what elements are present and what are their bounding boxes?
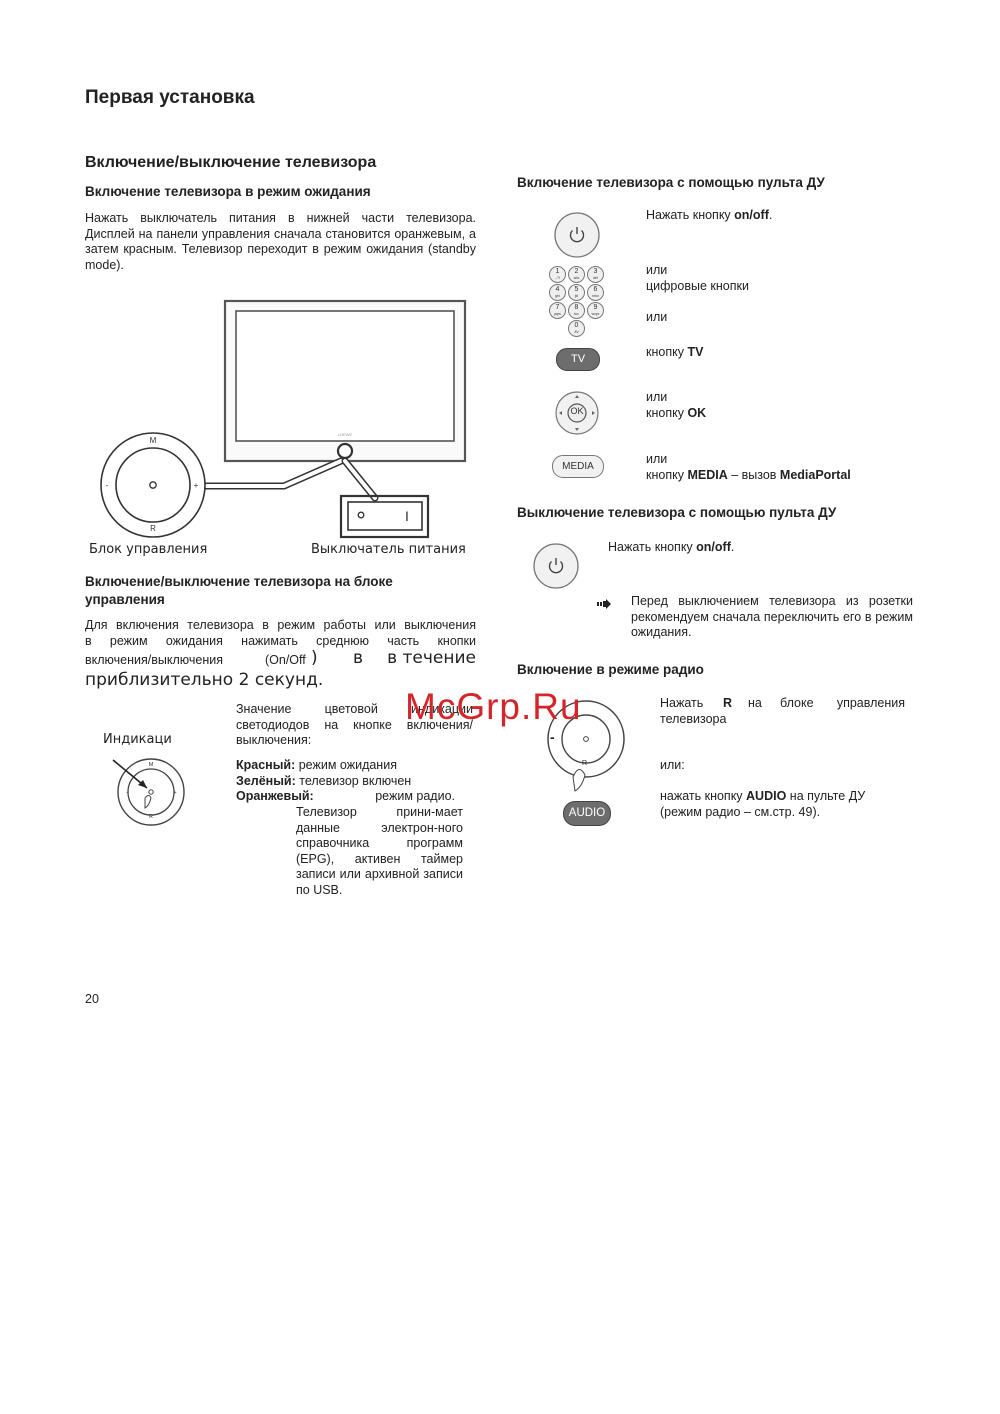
audio-bold: AUDIO	[746, 789, 787, 803]
indicator-green	[236, 774, 411, 790]
watermark: McGrp.Ru	[405, 686, 582, 727]
svg-text:-: -	[126, 790, 128, 796]
power-switch-label: Выключатель питания	[311, 542, 466, 557]
page-title: Первая установка	[85, 87, 255, 108]
numpad-key-2: 2 abc	[568, 266, 585, 283]
remote-on-heading: Включение телевизора с помощью пульта ДУ	[517, 175, 825, 190]
numpad-key-0: 0 AV	[568, 320, 585, 337]
or-3: или	[646, 390, 668, 404]
radio-press: Нажать	[660, 696, 704, 710]
indicator-intro: Значение цветовой индикации светодиодов на кнопке включения/выключения:	[236, 702, 473, 747]
control-block-text-3c: )	[311, 648, 318, 668]
item4-prefix: кнопку	[646, 406, 688, 420]
ring-label-right: +	[193, 481, 199, 490]
numpad-key-7: 7 pqrs	[549, 302, 566, 319]
radio-or: или:	[660, 758, 685, 772]
radio-audio-text	[660, 789, 910, 820]
control-block-text-3d-1: в	[353, 648, 364, 668]
control-block-text-4: приблизительно 2 секунд.	[85, 670, 324, 690]
radio-rest-upr: управления	[836, 696, 905, 710]
svg-text:R: R	[149, 814, 153, 820]
or-4: или	[646, 452, 668, 466]
power-switch	[341, 496, 428, 537]
off-suffix: .	[730, 540, 735, 554]
radio-rest-tv: телевизора	[660, 712, 727, 726]
radio-ring-r: R	[582, 760, 588, 767]
indicator-green-label: Зелёный:	[236, 774, 296, 788]
numpad-key-3: 3 def	[587, 266, 604, 283]
off-bold: on/off	[696, 540, 731, 554]
indicator-orange-label: Оранжевый:	[236, 789, 314, 803]
audio-suffix: на пульте ДУ (режим радио – см.стр. 49).	[660, 789, 866, 819]
item5-middle: – вызов	[727, 468, 780, 482]
svg-text:M: M	[148, 762, 154, 768]
tv-button-icon: TV	[556, 348, 600, 371]
radio-rest-bloke: блоке	[780, 696, 814, 710]
indicator-label: Индикаци	[103, 732, 172, 747]
remote-on-item-2: цифровые кнопки	[646, 279, 749, 293]
item4-bold: OK	[687, 406, 707, 420]
remote-off-heading: Выключение телевизора с помощью пульта ДУ	[517, 505, 837, 520]
item1-prefix: Нажать кнопку	[646, 208, 735, 222]
page-number: 20	[85, 992, 99, 1006]
control-block-text-3a: включения/выключения	[85, 653, 223, 667]
tv-illustration	[95, 295, 495, 545]
radio-r: R	[723, 696, 733, 710]
control-block-label: Блок управления	[89, 542, 208, 557]
item5-bold2: MediaPortal	[779, 468, 851, 482]
numpad-key-5: 5 jkl	[568, 284, 585, 301]
item3-prefix: кнопку	[646, 345, 688, 359]
indicator-orange-text: Телевизор прини-мает данные электрон-ного справочника программ (EPG), активен таймер записи или архивной записи по USB.	[296, 805, 463, 897]
remote-off-text	[608, 540, 734, 556]
control-block-text-3	[85, 648, 476, 670]
or-2: или	[646, 310, 668, 324]
numpad-key-8: 8 tuv	[568, 302, 585, 319]
remote-off-note: Перед выключением телевизора из розетки рекомендуем сначала переключить его в режим ожидания.	[631, 594, 913, 639]
indicator-red-label: Красный:	[236, 758, 296, 772]
control-block-heading-2: управления	[85, 592, 165, 607]
remote-on-item-4	[646, 406, 706, 422]
control-block-text-1: Для включения телевизора в режим работы или выключения	[85, 618, 476, 632]
radio-ring-minus: -	[550, 729, 555, 745]
section-title: Включение/выключение телевизора	[85, 154, 377, 171]
remote-on-item-1	[646, 208, 772, 224]
item3-bold: TV	[687, 345, 704, 359]
item5-prefix: кнопку	[646, 468, 688, 482]
media-button-icon: MEDIA	[552, 455, 604, 478]
remote-on-item-3	[646, 345, 703, 361]
standby-text: Нажать выключатель питания в нижней части телевизора. Дисплей на панели управления сначала становится оранжевым, а затем красным. Телевизор переходит в режим ожидания (standby mode).	[85, 211, 476, 272]
standby-heading: Включение телевизора в режим ожидания	[85, 184, 371, 199]
numpad-key-9: 9 wxyz	[587, 302, 604, 319]
tv-logo: LOEWE	[337, 432, 353, 437]
indicator-illustration	[103, 752, 193, 832]
radio-press-line	[660, 696, 905, 712]
note-arrow-icon	[597, 599, 611, 609]
ring-label-left: -	[105, 481, 109, 490]
ring-label-bottom: R	[150, 524, 156, 533]
control-ring	[101, 433, 205, 537]
ring-label-top: M	[149, 436, 157, 445]
numpad-icon	[541, 266, 611, 340]
numpad-key-6: 6 mno	[587, 284, 604, 301]
svg-text:+: +	[173, 790, 177, 796]
control-block-heading-1: Включение/выключение телевизора на блоке	[85, 574, 393, 589]
control-block-text-3d: в течение	[387, 648, 476, 668]
control-block-text-2: в режим ожидания нажимать среднюю часть кнопки	[85, 634, 476, 648]
indicator-green-text: телевизор включен	[299, 774, 412, 788]
item1-suffix: .	[768, 208, 773, 222]
remote-on-item-5	[646, 468, 851, 484]
or-1: или	[646, 263, 668, 277]
indicator-red-text: режим ожидания	[298, 758, 397, 772]
audio-button-icon: AUDIO	[563, 801, 611, 826]
numpad-key-1: 1 .,?!	[549, 266, 566, 283]
switch-on-mark: I	[405, 508, 409, 524]
off-prefix: Нажать кнопку	[608, 540, 697, 554]
audio-prefix: нажать кнопку	[660, 789, 747, 803]
power-button-off-icon	[532, 542, 580, 590]
item5-bold: MEDIA	[687, 468, 728, 482]
ok-button-text: OK	[570, 406, 584, 416]
radio-heading: Включение в режиме радио	[517, 662, 704, 677]
power-button-icon	[553, 211, 601, 259]
item1-bold: on/off	[734, 208, 769, 222]
indicator-orange-text-first: режим радио.	[375, 789, 455, 803]
indicator-red	[236, 758, 397, 774]
numpad-key-4: 4 ghi	[549, 284, 566, 301]
radio-rest-na: на	[748, 696, 762, 710]
control-block-text-3b: (On/Off	[265, 653, 306, 667]
